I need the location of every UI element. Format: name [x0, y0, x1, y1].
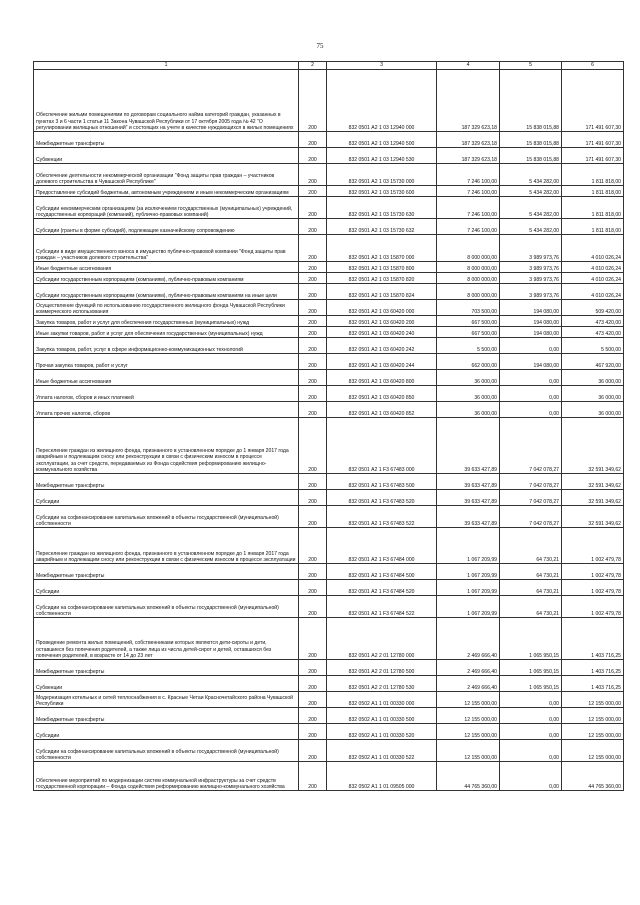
row-classification-code: 832 0501 А2 1 03 15730 600 [327, 186, 437, 197]
row-amount-col5: 64 730,21 [500, 596, 562, 618]
row-classification-code: 832 0501 А2 2 01 12780 530 [327, 676, 437, 692]
row-amount-col6: 4 010 026,24 [562, 273, 624, 284]
row-amount-col5: 15 838 015,88 [500, 132, 562, 148]
row-classification-code: 832 0501 А2 1 03 12940 500 [327, 132, 437, 148]
column-number: 1 [34, 62, 299, 70]
table-row [34, 273, 624, 284]
row-amount-col5: 194 080,00 [500, 327, 562, 338]
row-classification-code: 832 0501 А2 1 03 60420 200 [327, 316, 437, 327]
row-amount-col6: 509 420,00 [562, 300, 624, 316]
row-amount-col5: 5 434 282,00 [500, 197, 562, 219]
row-amount-col4: 703 500,00 [437, 300, 500, 316]
row-classification-code: 832 0501 А2 2 01 12780 500 [327, 660, 437, 676]
table-row [34, 596, 624, 618]
row-classification-code: 832 0501 А2 1 03 60420 240 [327, 327, 437, 338]
row-classification-code: 832 0502 А1 1 01 00330 500 [327, 708, 437, 724]
column-number: 5 [500, 62, 562, 70]
row-amount-col5: 7 042 078,27 [500, 474, 562, 490]
row-amount-col5: 3 989 973,76 [500, 273, 562, 284]
row-description: Иные закупки товаров, работ и услуг для обеспечения государственных (муниципальных) нужд [34, 327, 299, 338]
row-ppp-code: 200 [299, 70, 327, 132]
row-description: Предоставление субсидий бюджетным, автономным учреждениям и иным некоммерческим организациям [34, 186, 299, 197]
row-amount-col4: 1 067 209,99 [437, 596, 500, 618]
row-classification-code: 832 0502 А1 1 01 00330 520 [327, 724, 437, 740]
row-classification-code: 832 0501 А2 1 F3 67483 520 [327, 490, 437, 506]
row-amount-col4: 39 633 427,89 [437, 506, 500, 528]
row-amount-col6: 12 155 000,00 [562, 740, 624, 762]
row-classification-code: 832 0501 А2 1 03 60420 242 [327, 338, 437, 354]
row-amount-col6: 1 403 716,25 [562, 618, 624, 660]
table-row [34, 708, 624, 724]
row-amount-col6: 1 002 479,78 [562, 580, 624, 596]
row-amount-col5: 15 838 015,88 [500, 70, 562, 132]
row-classification-code: 832 0501 А2 1 F3 67484 522 [327, 596, 437, 618]
row-amount-col6: 1 811 818,00 [562, 219, 624, 235]
row-classification-code: 832 0501 А2 1 F3 67483 522 [327, 506, 437, 528]
row-amount-col4: 36 000,00 [437, 402, 500, 418]
row-amount-col4: 12 155 000,00 [437, 724, 500, 740]
row-amount-col6: 467 920,00 [562, 354, 624, 370]
row-classification-code: 832 0501 А2 1 03 15870 000 [327, 235, 437, 262]
row-amount-col6: 1 002 479,78 [562, 564, 624, 580]
row-ppp-code: 200 [299, 528, 327, 564]
row-ppp-code: 200 [299, 618, 327, 660]
row-description: Уплата прочих налогов, сборов [34, 402, 299, 418]
row-amount-col4: 39 633 427,89 [437, 474, 500, 490]
row-amount-col6: 4 010 026,24 [562, 284, 624, 300]
row-ppp-code: 200 [299, 219, 327, 235]
row-amount-col6: 473 420,00 [562, 327, 624, 338]
table-row [34, 316, 624, 327]
row-ppp-code: 200 [299, 402, 327, 418]
row-amount-col5: 0,00 [500, 762, 562, 791]
row-amount-col4: 12 155 000,00 [437, 708, 500, 724]
row-amount-col4: 36 000,00 [437, 370, 500, 386]
row-ppp-code: 200 [299, 418, 327, 474]
row-amount-col5: 0,00 [500, 402, 562, 418]
table-row [34, 386, 624, 402]
row-amount-col5: 194 080,00 [500, 300, 562, 316]
row-classification-code: 832 0501 А2 1 03 15730 000 [327, 164, 437, 186]
row-amount-col5: 3 989 973,76 [500, 262, 562, 273]
row-amount-col5: 3 989 973,76 [500, 235, 562, 262]
row-amount-col4: 1 067 209,99 [437, 528, 500, 564]
row-classification-code: 832 0501 А2 1 03 15870 824 [327, 284, 437, 300]
row-amount-col5: 194 080,00 [500, 316, 562, 327]
column-number: 6 [562, 62, 624, 70]
row-amount-col5: 64 730,21 [500, 580, 562, 596]
row-classification-code: 832 0501 А2 1 F3 67484 500 [327, 564, 437, 580]
row-ppp-code: 200 [299, 284, 327, 300]
row-description: Субсидии некоммерческим организациям (за исключением государственных (муниципальных) учреждений, государственных корпораций (компаний), публично-правовых компаний) [34, 197, 299, 219]
row-description: Обеспечение жильми помещениями по договорам социального найма категорий граждан, указанных в пунктах 3 и 6 части 1 статьи 11 Закона Чувашской Республики от 17 октября 2005 года № 42 "О регулировании жилищных отношений" и состоящих на учете в качестве нуждающихся в жилых помещениях [34, 70, 299, 132]
table-row [34, 692, 624, 708]
row-amount-col4: 8 000 000,00 [437, 284, 500, 300]
row-ppp-code: 200 [299, 370, 327, 386]
row-description: Уплата налогов, сборов и иных платежей [34, 386, 299, 402]
row-classification-code: 832 0501 А2 1 03 60420 244 [327, 354, 437, 370]
row-ppp-code: 200 [299, 354, 327, 370]
row-description: Межбюджетные трансферты [34, 564, 299, 580]
row-ppp-code: 200 [299, 692, 327, 708]
row-amount-col4: 8 000 000,00 [437, 235, 500, 262]
row-amount-col6: 171 491 607,30 [562, 148, 624, 164]
row-amount-col5: 0,00 [500, 740, 562, 762]
row-description: Субвенции [34, 676, 299, 692]
row-ppp-code: 200 [299, 327, 327, 338]
row-amount-col4: 36 000,00 [437, 386, 500, 402]
row-description: Субсидии государственным корпорациям (компаниям), публично-правовым компаниям на иные цели [34, 284, 299, 300]
row-ppp-code: 200 [299, 580, 327, 596]
table-row [34, 186, 624, 197]
table-body [34, 70, 624, 791]
row-amount-col4: 1 067 209,99 [437, 564, 500, 580]
table-row [34, 564, 624, 580]
row-description: Субсидии [34, 724, 299, 740]
row-classification-code: 832 0501 А2 2 01 12780 000 [327, 618, 437, 660]
row-classification-code: 832 0501 А2 1 F3 67483 500 [327, 474, 437, 490]
row-ppp-code: 200 [299, 564, 327, 580]
row-amount-col6: 36 000,00 [562, 386, 624, 402]
row-ppp-code: 200 [299, 660, 327, 676]
row-classification-code: 832 0501 А2 1 03 15870 820 [327, 273, 437, 284]
table-row [34, 660, 624, 676]
row-ppp-code: 200 [299, 148, 327, 164]
row-amount-col6: 1 403 716,25 [562, 660, 624, 676]
row-amount-col6: 1 002 479,78 [562, 596, 624, 618]
table-row [34, 618, 624, 660]
row-classification-code: 832 0501 А2 1 03 15730 630 [327, 197, 437, 219]
row-amount-col5: 5 434 282,00 [500, 186, 562, 197]
row-ppp-code: 200 [299, 262, 327, 273]
row-description: Субсидии в виде имущественного взноса в имущество публично-правовой компании "Фонд защиты прав граждан – участников долевого строительства" [34, 235, 299, 262]
row-ppp-code: 200 [299, 300, 327, 316]
row-ppp-code: 200 [299, 386, 327, 402]
table-row [34, 148, 624, 164]
row-amount-col5: 0,00 [500, 708, 562, 724]
row-description: Субсидии на софинансирование капитальных вложений в объекты государственной (муниципальной) собственности [34, 596, 299, 618]
row-amount-col4: 662 000,00 [437, 354, 500, 370]
row-amount-col5: 64 730,21 [500, 564, 562, 580]
row-amount-col6: 12 155 000,00 [562, 692, 624, 708]
row-amount-col5: 1 065 950,15 [500, 660, 562, 676]
row-classification-code: 832 0501 А2 1 03 60420 000 [327, 300, 437, 316]
table-row [34, 300, 624, 316]
row-amount-col5: 5 434 282,00 [500, 219, 562, 235]
row-amount-col6: 171 491 607,30 [562, 70, 624, 132]
row-amount-col5: 0,00 [500, 370, 562, 386]
row-amount-col6: 36 000,00 [562, 370, 624, 386]
row-description: Модернизация котельных и сетей теплоснабжения в с. Красные Четаи Красночетайского района Чувашской Республики [34, 692, 299, 708]
row-amount-col5: 194 080,00 [500, 354, 562, 370]
row-ppp-code: 200 [299, 197, 327, 219]
row-ppp-code: 200 [299, 273, 327, 284]
row-description: Прочая закупка товаров, работ и услуг [34, 354, 299, 370]
table-row [34, 164, 624, 186]
row-amount-col4: 8 000 000,00 [437, 262, 500, 273]
row-description: Субсидии государственным корпорациям (компаниям), публично-правовым компаниям [34, 273, 299, 284]
table-row [34, 262, 624, 273]
row-description: Обеспечение деятельности некоммерческой организации "Фонд защиты прав граждан – участников долевого строительства в Чувашской Республике" [34, 164, 299, 186]
row-description: Межбюджетные трансферты [34, 132, 299, 148]
row-amount-col5: 1 065 950,15 [500, 676, 562, 692]
row-description: Иные бюджетные ассигнования [34, 262, 299, 273]
row-ppp-code: 200 [299, 676, 327, 692]
table-row [34, 676, 624, 692]
row-amount-col6: 12 155 000,00 [562, 724, 624, 740]
table-row [34, 219, 624, 235]
row-description: Закупка товаров, работ и услуг для обеспечения государственных (муниципальных) нужд [34, 316, 299, 327]
row-amount-col4: 39 633 427,89 [437, 418, 500, 474]
row-amount-col5: 5 434 282,00 [500, 164, 562, 186]
row-amount-col6: 171 491 607,30 [562, 132, 624, 148]
row-classification-code: 832 0502 А1 1 01 00330 522 [327, 740, 437, 762]
row-amount-col6: 4 010 026,24 [562, 262, 624, 273]
row-description: Субсидии [34, 580, 299, 596]
row-amount-col4: 12 155 000,00 [437, 692, 500, 708]
row-classification-code: 832 0501 А2 1 F3 67483 000 [327, 418, 437, 474]
row-amount-col4: 667 500,00 [437, 327, 500, 338]
row-amount-col6: 1 811 818,00 [562, 197, 624, 219]
row-ppp-code: 200 [299, 724, 327, 740]
row-amount-col5: 7 042 078,27 [500, 506, 562, 528]
row-amount-col4: 2 469 666,40 [437, 676, 500, 692]
budget-table [33, 61, 624, 791]
row-amount-col6: 1 002 479,78 [562, 528, 624, 564]
row-ppp-code: 200 [299, 164, 327, 186]
row-ppp-code: 200 [299, 316, 327, 327]
table-row [34, 490, 624, 506]
table-row [34, 354, 624, 370]
row-amount-col6: 12 155 000,00 [562, 708, 624, 724]
row-ppp-code: 200 [299, 235, 327, 262]
table-row [34, 580, 624, 596]
table-row [34, 338, 624, 354]
row-classification-code: 832 0501 А2 1 03 60420 850 [327, 386, 437, 402]
row-amount-col6: 5 500,00 [562, 338, 624, 354]
row-amount-col5: 7 042 078,27 [500, 418, 562, 474]
table-row [34, 506, 624, 528]
table-row [34, 474, 624, 490]
row-amount-col4: 39 633 427,89 [437, 490, 500, 506]
row-amount-col6: 4 010 026,24 [562, 235, 624, 262]
row-amount-col5: 64 730,21 [500, 528, 562, 564]
table-row [34, 70, 624, 132]
row-description: Субсидии [34, 490, 299, 506]
row-classification-code: 832 0502 А1 1 01 00330 000 [327, 692, 437, 708]
row-amount-col6: 36 000,00 [562, 402, 624, 418]
row-description: Проведение ремонта жилых помещений, собственниками которых являются дети-сироты и дети, оставшиеся без попечения родителей, а также лица из числа детей-сирот и детей, оставшихся без попечения родителей, в возрасте от 14 до 23 лет [34, 618, 299, 660]
row-amount-col5: 15 838 015,88 [500, 148, 562, 164]
row-ppp-code: 200 [299, 186, 327, 197]
row-amount-col5: 0,00 [500, 386, 562, 402]
row-amount-col6: 44 765 360,00 [562, 762, 624, 791]
table-row [34, 740, 624, 762]
row-description: Закупка товаров, работ, услуг в сфере информационно-коммуникационных технологий [34, 338, 299, 354]
row-amount-col5: 0,00 [500, 724, 562, 740]
row-description: Субвенции [34, 148, 299, 164]
row-ppp-code: 200 [299, 740, 327, 762]
row-amount-col6: 473 420,00 [562, 316, 624, 327]
row-amount-col4: 187 329 623,18 [437, 148, 500, 164]
row-ppp-code: 200 [299, 490, 327, 506]
row-ppp-code: 200 [299, 762, 327, 791]
row-ppp-code: 200 [299, 474, 327, 490]
table-row [34, 132, 624, 148]
table-row [34, 370, 624, 386]
row-amount-col6: 1 811 818,00 [562, 164, 624, 186]
table-row [34, 724, 624, 740]
row-amount-col4: 2 469 666,40 [437, 660, 500, 676]
row-amount-col6: 32 591 349,62 [562, 506, 624, 528]
row-amount-col5: 0,00 [500, 692, 562, 708]
row-amount-col6: 32 591 349,62 [562, 474, 624, 490]
table-row [34, 402, 624, 418]
row-classification-code: 832 0501 А2 1 03 15870 800 [327, 262, 437, 273]
row-description: Переселение граждан из жилищного фонда, признанного в установленном порядке до 1 января 2017 года аварийным и подлежащим сносу или реконструкции в связи с физическим износом в процессе эксплуатации, за счет средств, передаваемых из Фонда содействия реформированию жилищно-коммунального хозяйства [34, 418, 299, 474]
row-amount-col6: 1 811 818,00 [562, 186, 624, 197]
row-ppp-code: 200 [299, 338, 327, 354]
row-classification-code: 832 0501 А2 1 F3 67484 000 [327, 528, 437, 564]
row-classification-code: 832 0501 А2 1 03 15730 632 [327, 219, 437, 235]
row-amount-col4: 667 500,00 [437, 316, 500, 327]
row-description: Субсидии на софинансирование капитальных вложений в объекты государственной (муниципальной) собственности [34, 506, 299, 528]
table-row [34, 418, 624, 474]
row-classification-code: 832 0501 А2 1 03 12940 530 [327, 148, 437, 164]
row-amount-col6: 32 591 349,62 [562, 418, 624, 474]
column-number-row [34, 62, 624, 70]
row-description: Субсидии (гранты в форме субсидий), подлежащие казначейскому сопровождению [34, 219, 299, 235]
row-amount-col6: 32 591 349,62 [562, 490, 624, 506]
row-description: Межбюджетные трансферты [34, 474, 299, 490]
row-classification-code: 832 0501 А2 1 03 60420 800 [327, 370, 437, 386]
row-amount-col5: 3 989 973,76 [500, 284, 562, 300]
row-classification-code: 832 0501 А2 1 03 12940 000 [327, 70, 437, 132]
row-classification-code: 832 0501 А2 1 F3 67484 520 [327, 580, 437, 596]
row-ppp-code: 200 [299, 132, 327, 148]
row-ppp-code: 200 [299, 506, 327, 528]
row-ppp-code: 200 [299, 708, 327, 724]
row-amount-col5: 7 042 078,27 [500, 490, 562, 506]
table-row [34, 327, 624, 338]
row-amount-col4: 5 500,00 [437, 338, 500, 354]
row-description: Осуществление функций по использованию государственного жилищного фонда Чувашской Республики коммерческого использования [34, 300, 299, 316]
table-row [34, 284, 624, 300]
row-description: Межбюджетные трансферты [34, 708, 299, 724]
row-amount-col4: 7 246 100,00 [437, 219, 500, 235]
column-number: 3 [327, 62, 437, 70]
row-amount-col4: 7 246 100,00 [437, 197, 500, 219]
row-classification-code: 832 0501 А2 1 03 60420 852 [327, 402, 437, 418]
row-amount-col4: 12 155 000,00 [437, 740, 500, 762]
row-classification-code: 832 0502 А1 1 01 09505 000 [327, 762, 437, 791]
row-amount-col4: 7 246 100,00 [437, 164, 500, 186]
column-number: 4 [437, 62, 500, 70]
table-row [34, 762, 624, 791]
row-description: Межбюджетные трансферты [34, 660, 299, 676]
row-amount-col4: 187 329 623,18 [437, 70, 500, 132]
row-amount-col5: 0,00 [500, 338, 562, 354]
row-amount-col4: 2 469 666,40 [437, 618, 500, 660]
row-description: Субсидии на софинансирование капитальных вложений в объекты государственной (муниципальной) собственности [34, 740, 299, 762]
row-amount-col6: 1 403 716,25 [562, 676, 624, 692]
table-row [34, 528, 624, 564]
row-amount-col5: 1 065 950,15 [500, 618, 562, 660]
row-amount-col4: 1 067 209,99 [437, 580, 500, 596]
column-number: 2 [299, 62, 327, 70]
row-amount-col4: 187 329 623,18 [437, 132, 500, 148]
row-amount-col4: 44 765 360,00 [437, 762, 500, 791]
row-amount-col4: 8 000 000,00 [437, 273, 500, 284]
table-row [34, 235, 624, 262]
row-ppp-code: 200 [299, 596, 327, 618]
table-row [34, 197, 624, 219]
row-description: Обеспечение мероприятий по модернизации систем коммунальной инфраструктуры за счет средств государственной корпорации – Фонда содействия реформированию жилищно-коммунального хозяйства [34, 762, 299, 791]
row-description: Переселение граждан из жилищного фонда, признанного в установленном порядке до 1 января 2017 года аварийным и подлежащим сносу или реконструкции в связи с физическим износом в процессе эксплуатации [34, 528, 299, 564]
page-number: 75 [316, 42, 324, 50]
row-amount-col4: 7 246 100,00 [437, 186, 500, 197]
row-description: Иные бюджетные ассигнования [34, 370, 299, 386]
